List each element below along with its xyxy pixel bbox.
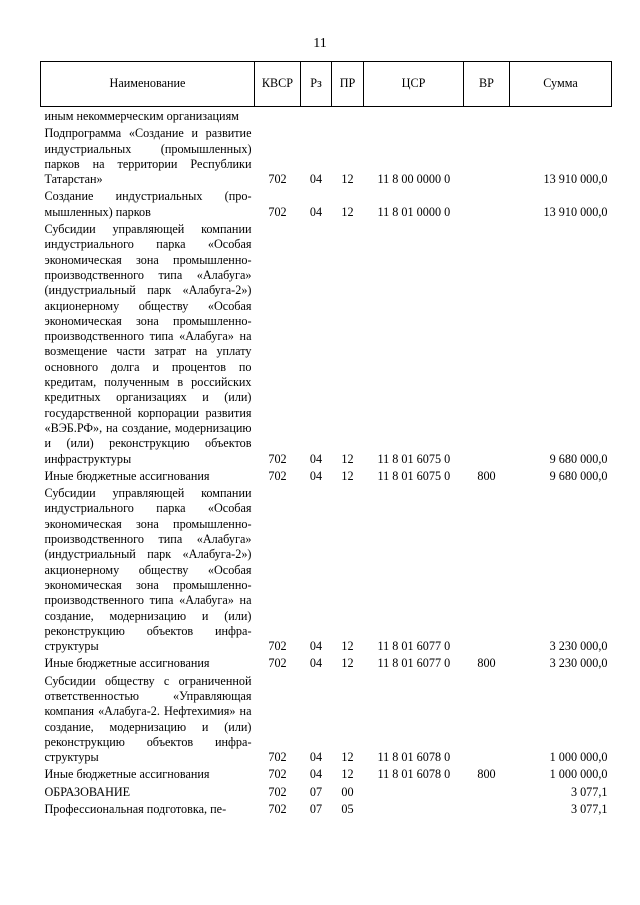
row-rz: 04 — [309, 767, 323, 782]
row-csr: 11 8 01 6078 0 — [377, 750, 451, 765]
row-csr: 11 8 00 0000 0 — [377, 172, 451, 187]
row-name: Субсидии обществу с ограниченной ответственностью «Управляющая компания «Алабуга-2. Нефтехимия» на создание, модернизацию и (или) реконструкцию объектов инфраструктуры — [44, 673, 252, 765]
row-pr — [332, 107, 364, 126]
row-rz: 07 — [309, 802, 323, 817]
row-rz: 04 — [309, 750, 323, 765]
row-vr — [464, 221, 510, 468]
table-row — [41, 107, 612, 126]
row-kvsr: 702 — [268, 802, 287, 817]
row-kvsr: 702 — [268, 767, 287, 782]
row-rz: 04 — [309, 172, 323, 187]
row-pr: 12 — [341, 204, 354, 219]
row-pr: 12 — [341, 750, 354, 765]
row-sum: 9 680 000,0 — [549, 468, 608, 483]
row-vr: 800 — [477, 767, 496, 782]
row-csr: 11 8 01 0000 0 — [377, 204, 451, 219]
table-row — [41, 801, 612, 818]
row-vr — [464, 107, 510, 126]
row-kvsr: 702 — [268, 468, 287, 483]
table-row — [41, 125, 612, 188]
row-sum: 1 000 000,0 — [549, 767, 608, 782]
row-name: Создание индустриальных (промышленных) парков — [44, 189, 252, 219]
row-name: Иные бюджетные ассигнования — [44, 767, 210, 782]
row-vr — [464, 485, 510, 655]
table-row — [41, 485, 612, 655]
table-row — [41, 784, 612, 801]
table-body — [41, 107, 612, 819]
row-kvsr: 702 — [268, 656, 287, 671]
row-sum: 3 077,1 — [570, 784, 608, 799]
table-row — [41, 655, 612, 672]
row-kvsr: 702 — [268, 639, 287, 654]
header-pr: ПР — [332, 62, 364, 107]
row-sum: 3 230 000,0 — [549, 639, 608, 654]
row-rz: 04 — [309, 639, 323, 654]
table-row — [41, 188, 612, 221]
header-rz: Рз — [301, 62, 332, 107]
row-sum: 1 000 000,0 — [549, 750, 608, 765]
row-csr: 11 8 01 6077 0 — [377, 639, 451, 654]
header-vr: ВР — [464, 62, 510, 107]
row-pr: 12 — [341, 451, 354, 466]
header-kvsr: КВСР — [255, 62, 301, 107]
table-header — [41, 62, 612, 107]
row-sum: 13 910 000,0 — [543, 204, 608, 219]
budget-table — [40, 61, 612, 818]
row-sum — [510, 107, 612, 126]
row-sum: 3 230 000,0 — [549, 656, 608, 671]
header-sum: Сумма — [510, 62, 612, 107]
row-pr: 12 — [341, 639, 354, 654]
row-sum: 9 680 000,0 — [549, 451, 608, 466]
row-sum: 3 077,1 — [570, 802, 608, 817]
row-sum: 13 910 000,0 — [543, 172, 608, 187]
row-pr: 12 — [341, 468, 354, 483]
header-name: Наименование — [41, 62, 255, 107]
row-vr: 800 — [477, 468, 496, 483]
row-name: Субсидии управляющей компании индустриального парка «Особая экономическая зона промышленно-производственного типа «Алабуга» (индустриальный парк «Алабуга-2») акционерному обществу «Особая экономическая зона промышленно-производственного типа «Алабуга» на создание, модернизацию и (или) реконструкцию объектов инфраструктуры — [44, 486, 252, 654]
row-pr: 05 — [341, 802, 354, 817]
row-pr: 12 — [341, 767, 354, 782]
row-vr — [464, 801, 510, 818]
row-csr: 11 8 01 6078 0 — [377, 767, 451, 782]
row-csr: 11 8 01 6077 0 — [377, 656, 451, 671]
row-name: иным некоммерческим организациям — [44, 109, 239, 123]
row-vr — [464, 784, 510, 801]
row-csr: 11 8 01 6075 0 — [377, 468, 451, 483]
row-csr: 11 8 01 6075 0 — [377, 451, 451, 466]
row-rz: 04 — [309, 656, 323, 671]
row-vr — [464, 673, 510, 767]
row-kvsr: 702 — [268, 750, 287, 765]
row-kvsr: 702 — [268, 204, 287, 219]
row-name: ОБРАЗОВАНИЕ — [44, 784, 131, 799]
row-rz — [301, 107, 332, 126]
row-pr: 12 — [341, 656, 354, 671]
row-kvsr: 702 — [268, 451, 287, 466]
row-kvsr: 702 — [268, 784, 287, 799]
row-csr — [364, 801, 464, 818]
row-csr — [364, 107, 464, 126]
row-name: Профессиональная подготовка, пе- — [44, 802, 227, 817]
row-rz: 07 — [309, 784, 323, 799]
row-pr: 00 — [341, 784, 354, 799]
row-csr — [364, 784, 464, 801]
table-row — [41, 468, 612, 485]
header-csr: ЦСР — [364, 62, 464, 107]
row-name: Иные бюджетные ассигнования — [44, 468, 210, 483]
table-row — [41, 673, 612, 767]
row-name: Субсидии управляющей компании индустриального парка «Особая экономическая зона промышленно-производственного типа «Алабуга» (индустриальный парк «Алабуга-2») акционерному обществу «Особая экономическая зона промышленно-производственного типа «Алабуга» на возмещение части затрат на уплату основного долга и процентов по кредитам, полученным в российских кредитных организациях и (или) государственной корпорации развития «ВЭБ.РФ», на создание, модернизацию и (или) реконструкцию объектов инфраструктуры — [44, 222, 252, 466]
row-vr — [464, 188, 510, 221]
row-kvsr: 702 — [268, 172, 287, 187]
row-rz: 04 — [309, 204, 323, 219]
row-kvsr — [255, 107, 301, 126]
row-vr: 800 — [477, 656, 496, 671]
page-number: 11 — [313, 36, 327, 51]
table-row — [41, 766, 612, 783]
row-name: Подпрограмма «Создание и развитие индустриальных (промышленных) парков на территории Республики Татарстан» — [44, 126, 252, 187]
row-vr — [464, 125, 510, 188]
row-name: Иные бюджетные ассигнования — [44, 656, 210, 671]
row-rz: 04 — [309, 451, 323, 466]
row-pr: 12 — [341, 172, 354, 187]
row-rz: 04 — [309, 468, 323, 483]
table-row — [41, 221, 612, 468]
